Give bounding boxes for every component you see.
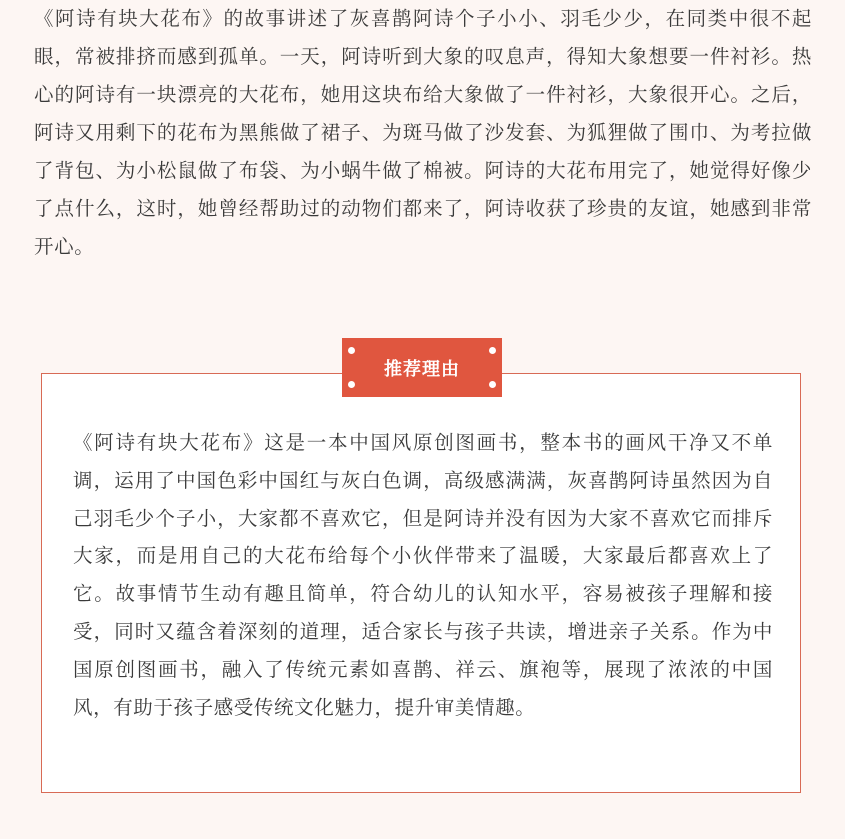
recommendation-text: 《阿诗有块大花布》这是一本中国风原创图画书，整本书的画风干净又不单调，运用了中国色彩中国红与灰白色调，高级感满满，灰喜鹊阿诗虽然因为自己羽毛少个子小，大家都不喜欢它，但是阿诗并没有因为大家不喜欢它而排斥大家，而是用自己的大花布给每个小伙伴带来了温暖，大家最后都喜欢上了它。故事情节生动有趣且简单，符合幼儿的认知水平，容易被孩子理解和接受，同时又蕴含着深刻的道理，适合家长与孩子共读，增进亲子关系。作为中国原创图画书，融入了传统元素如喜鹊、祥云、旗袍等，展现了浓浓的中国风，有助于孩子感受传统文化魅力，提升审美情趣。 [73,431,773,719]
badge-dot-icon [489,381,496,388]
badge-dot-icon [489,347,496,354]
recommendation-badge [342,338,502,397]
badge-dot-icon [348,381,355,388]
intro-paragraph: 《阿诗有块大花布》的故事讲述了灰喜鹊阿诗个子小小、羽毛少少，在同类中很不起眼，常被排挤而感到孤单。一天，阿诗听到大象的叹息声，得知大象想要一件衬衫。热心的阿诗有一块漂亮的大花布，她用这块布给大象做了一件衬衫，大象很开心。之后，阿诗又用剩下的花布为黑熊做了裙子、为斑马做了沙发套、为狐狸做了围巾、为考拉做了背包、为小松鼠做了布袋、为小蜗牛做了棉被。阿诗的大花布用完了，她觉得好像少了点什么，这时，她曾经帮助过的动物们都来了，阿诗收获了珍贵的友谊，她感到非常开心。 [34,7,812,258]
badge-label: 推荐理由 [384,358,460,380]
badge-dot-icon [348,347,355,354]
